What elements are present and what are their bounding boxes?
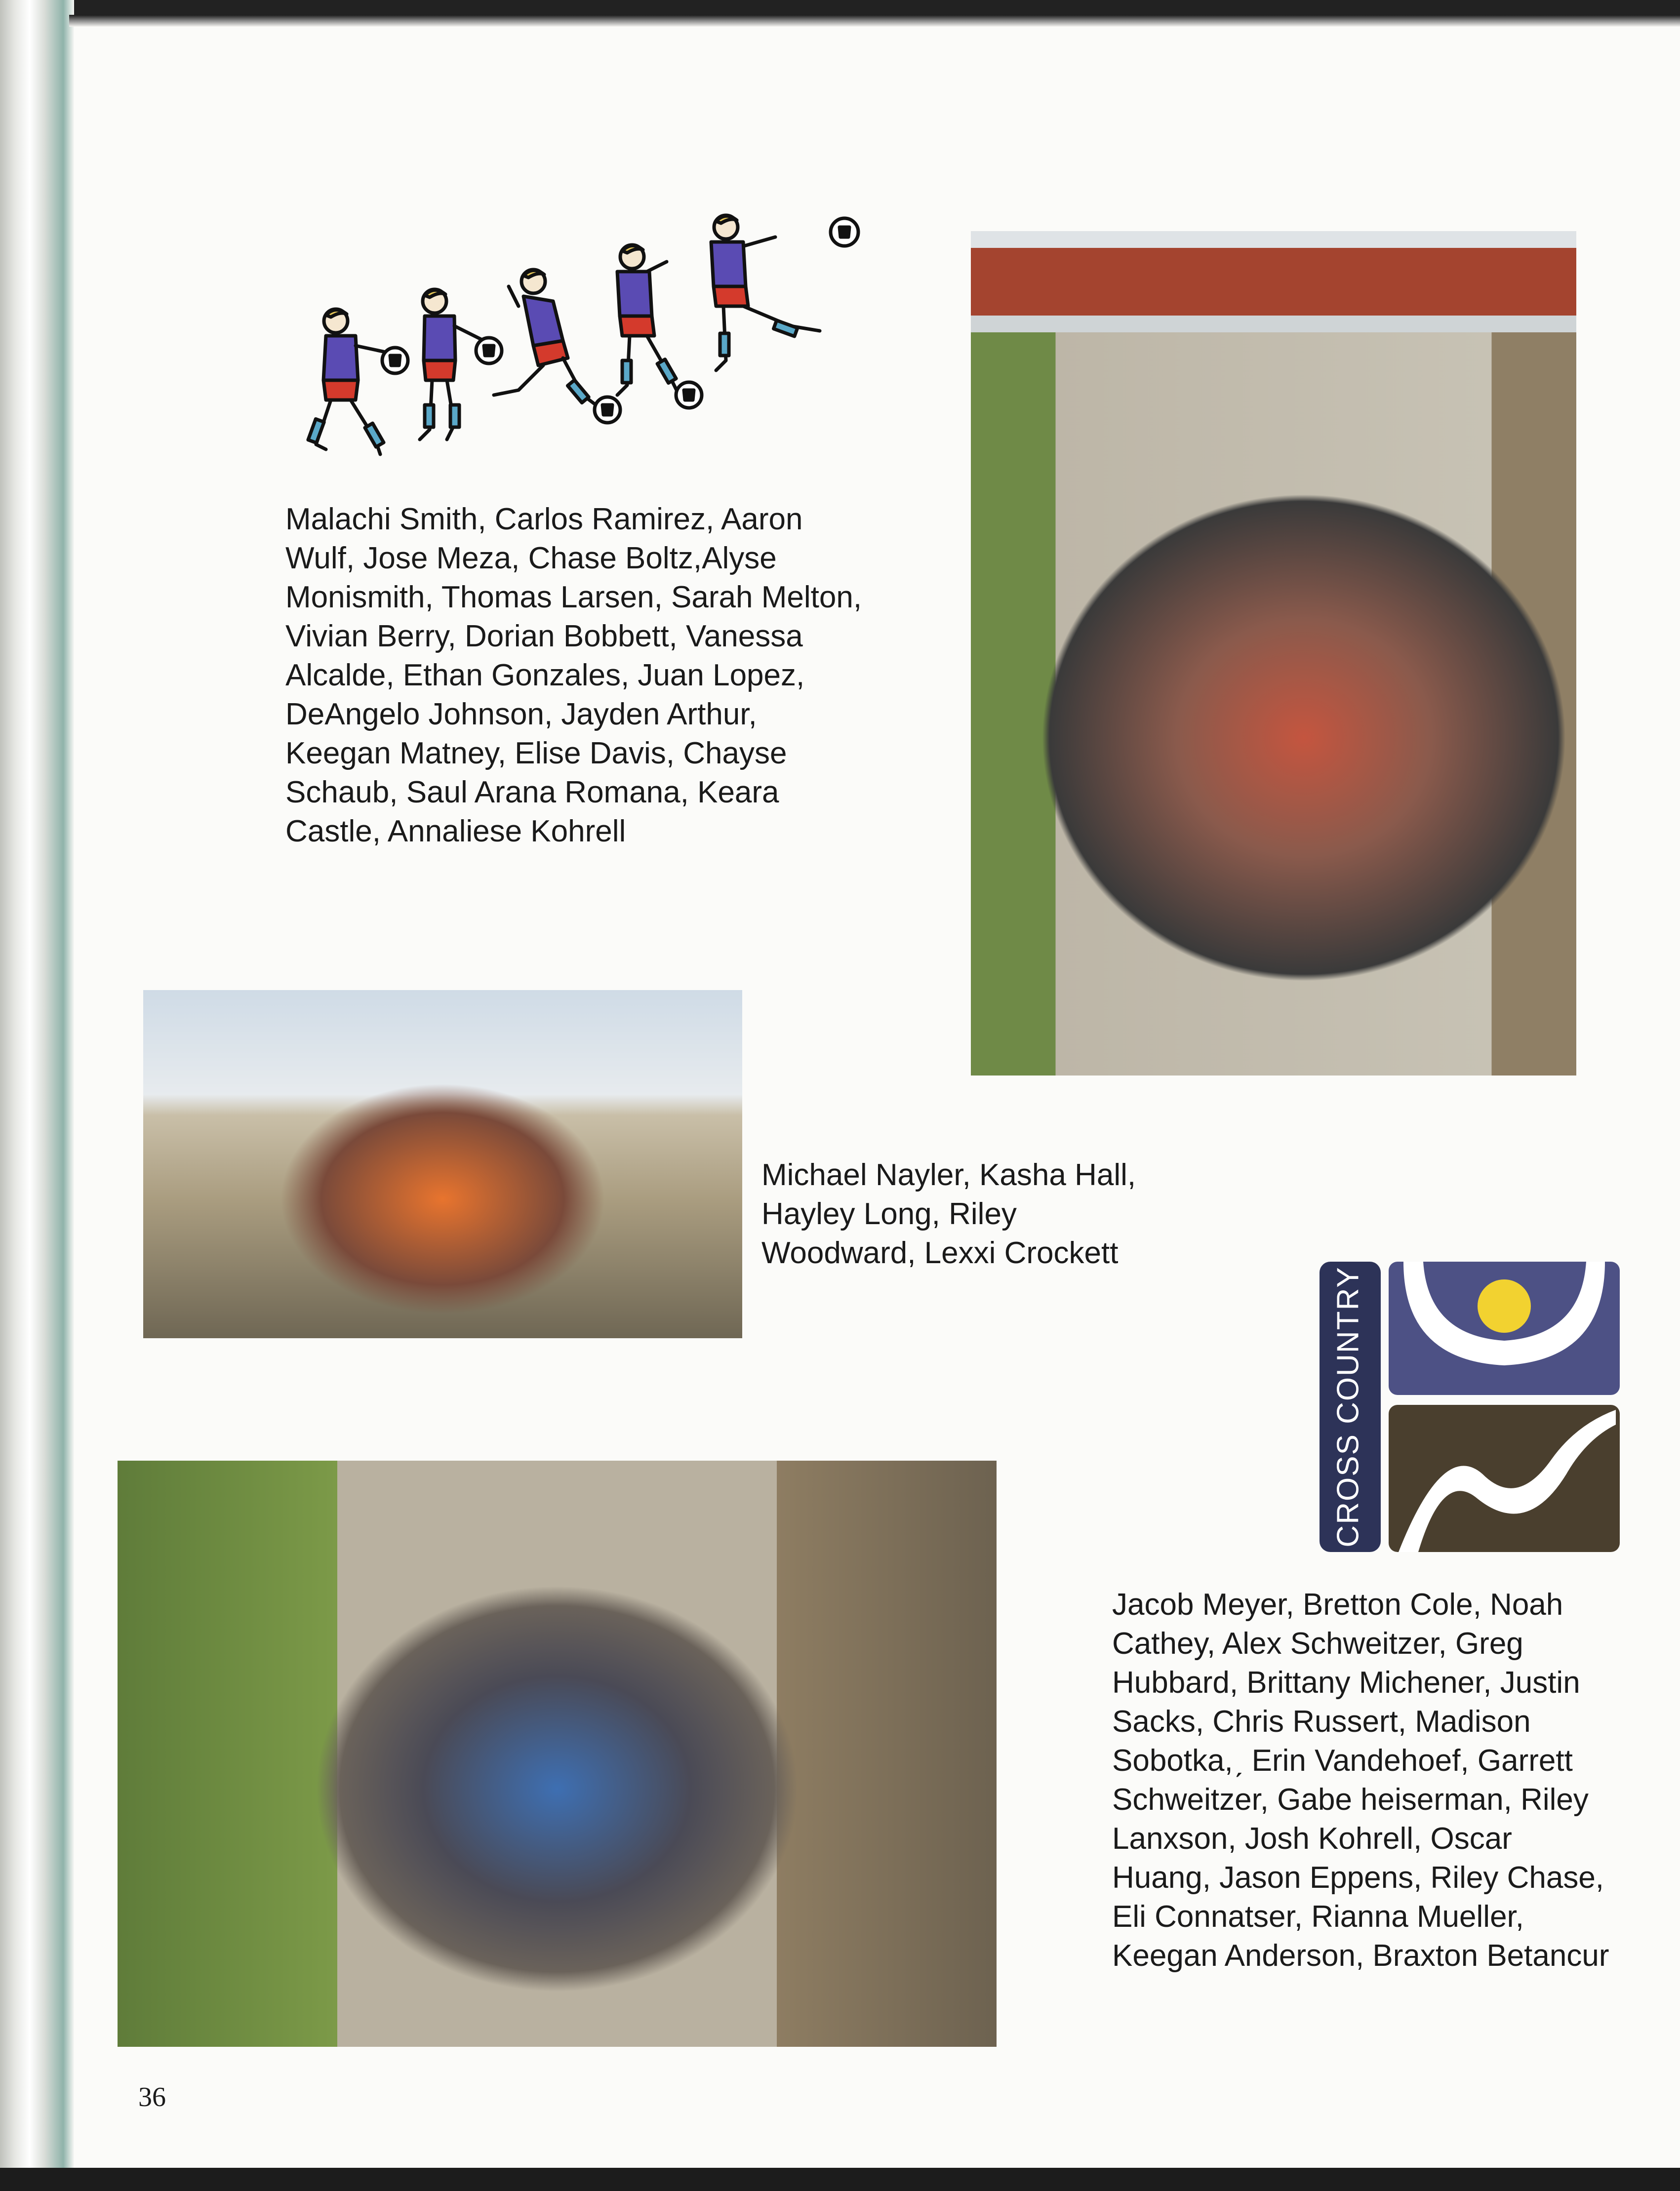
soccer-team-photo	[971, 231, 1576, 1076]
caption-line: Sacks, Chris Russert, Madison	[1112, 1705, 1531, 1739]
caption-line: Woodward, Lexxi Crockett	[761, 1236, 1119, 1270]
caption-line: Cathey, Alex Schweitzer, Greg	[1112, 1627, 1523, 1661]
page-number: 36	[138, 2082, 166, 2112]
caption-line: Hayley Long, Riley	[761, 1197, 1017, 1231]
caption-line: Eli Connatser, Rianna Mueller,	[1112, 1900, 1524, 1934]
caption-line: DeAngelo Johnson, Jayden Arthur,	[285, 697, 757, 731]
caption-line: Jacob Meyer, Bretton Cole, Noah	[1112, 1588, 1563, 1622]
caption-line: Schweitzer, Gabe heiserman, Riley	[1112, 1783, 1589, 1817]
caption-line: Castle, Annaliese Kohrell	[285, 814, 626, 848]
logo-title: CROSS COUNTRY	[1331, 1266, 1365, 1548]
page-top-edge	[0, 0, 1680, 15]
caption-line: Sobotka,ˏ Erin Vandehoef, Garrett	[1112, 1744, 1573, 1778]
cross-country-logo	[1320, 1262, 1620, 1552]
soccer-kick-sequence-icon	[291, 202, 864, 494]
soccer-ball-icon	[831, 218, 858, 246]
page-top-shadow	[69, 15, 1680, 27]
caption-line: Michael Nayler, Kasha Hall,	[761, 1158, 1136, 1192]
soccer-player-figure	[711, 215, 820, 370]
small-group-caption	[761, 1155, 1136, 1273]
caption-line: Keegan Matney, Elise Davis, Chayse	[285, 736, 787, 770]
sun-icon	[1478, 1279, 1531, 1333]
caption-line: Wulf, Jose Meza, Chase Boltz,Alyse	[285, 541, 777, 575]
soccer-team-caption	[285, 500, 862, 851]
caption-line: Huang, Jason Eppens, Riley Chase,	[1112, 1861, 1604, 1895]
soccer-player-figure	[420, 289, 502, 439]
caption-line: Alcalde, Ethan Gonzales, Juan Lopez,	[285, 658, 805, 692]
book-binding	[0, 0, 74, 2191]
caption-line: Schaub, Saul Arana Romana, Keara	[285, 775, 779, 809]
page-bottom-edge	[0, 2168, 1680, 2191]
caption-line: Keegan Anderson, Braxton Betancur	[1112, 1939, 1609, 1973]
caption-line: Lanxson, Josh Kohrell, Oscar	[1112, 1822, 1512, 1856]
soccer-player-figure	[494, 270, 620, 423]
cross-country-caption	[1112, 1585, 1609, 1975]
small-group-photo	[143, 990, 742, 1338]
caption-line: Vivian Berry, Dorian Bobbett, Vanessa	[285, 619, 803, 653]
caption-line: Monismith, Thomas Larsen, Sarah Melton,	[285, 580, 862, 614]
soccer-player-figure	[617, 245, 702, 408]
caption-line: Hubbard, Brittany Michener, Justin	[1112, 1666, 1580, 1700]
caption-line: Malachi Smith, Carlos Ramirez, Aaron	[285, 502, 803, 536]
soccer-player-figure	[308, 309, 408, 454]
cross-country-team-photo	[118, 1461, 997, 2047]
